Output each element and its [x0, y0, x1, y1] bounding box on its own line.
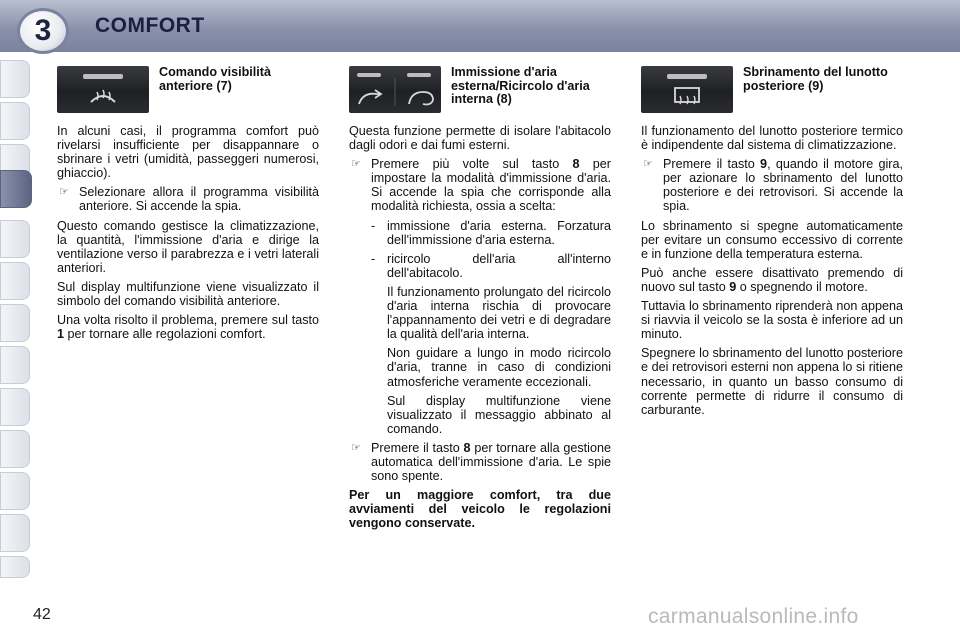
page-number: 42 [33, 606, 51, 623]
instruction-item [349, 441, 611, 483]
instruction-item [349, 157, 611, 213]
option-item [349, 252, 611, 280]
option-text: ricircolo dell'aria all'interno dell'abitacolo. [387, 251, 611, 280]
text: per impostare la modalità d'immissione d'aria. Si accende la spia che corrisponde alla modalità richiesta, ossia a scelta: [371, 157, 611, 214]
paragraph [57, 313, 319, 341]
text: per tornare alla gestione automatica dell'immissione d'aria. Le spie sono spente. [371, 440, 611, 484]
paragraph: Non guidare a lungo in modo ricircolo d'aria, tranne in caso di condizioni atmosferiche veramente eccezionali. [387, 346, 611, 389]
paragraph: Questa funzione permette di isolare l'abitacolo dagli odori e dai fumi esterni. [349, 124, 611, 153]
instruction-item [641, 157, 903, 213]
chapter-tab-9[interactable] [0, 388, 30, 426]
option-text: immissione d'aria esterna. Forzatura dell'immissione d'aria esterna. [387, 218, 611, 247]
chapter-tab-6[interactable] [0, 262, 30, 300]
instruction-text: Selezionare allora il programma visibilità anteriore. Si accende la spia. [79, 185, 319, 214]
paragraph: In alcuni casi, il programma comfort può rivelarsi insufficiente per disappannare o sbrinare i vetri (umidità, passeggeri numerosi, ghiaccio). [57, 124, 319, 181]
chapter-number-badge: 3 [17, 8, 69, 54]
text: o spegnendo il motore. [736, 279, 868, 294]
chapter-tab-8[interactable] [0, 346, 30, 384]
button-number: 8 [463, 440, 471, 455]
paragraph: Il funzionamento del lunotto posteriore termico è indipendente dal sistema di climatizzazione. [641, 124, 903, 153]
chapter-tab-13[interactable] [0, 556, 30, 578]
chapter-title: COMFORT [95, 14, 205, 37]
paragraph: Sul display multifunzione viene visualizzato il simbolo del comando visibilità anteriore. [57, 279, 319, 309]
air-intake-title: Immissione d'aria esterna/Ricircolo d'aria interna (8) [451, 65, 590, 107]
text: Una volta risolto il problema, premere sul tasto [57, 313, 319, 328]
chapter-tab-5[interactable] [0, 220, 30, 258]
chapter-tab-1[interactable] [0, 60, 30, 98]
dash-marker: - [371, 251, 376, 266]
front-defrost-icon [57, 66, 149, 113]
bold-note: Per un maggiore comfort, tra due avviamenti del veicolo le regolazioni vengono conservate. [349, 488, 611, 531]
button-number: 9 [729, 279, 737, 294]
chapter-header [0, 0, 960, 52]
text: per tornare alle regolazioni comfort. [64, 327, 266, 342]
button-number: 9 [760, 157, 768, 172]
front-defrost-button-photo [57, 66, 149, 113]
instruction-item [57, 185, 319, 213]
chapter-tab-2[interactable] [0, 102, 30, 140]
paragraph: Il funzionamento prolungato del ricircolo d'aria interna rischia di provocare l'appannamento dei vetri e di degradare la qualità dell'aria interna. [387, 284, 611, 342]
text: Premere il tasto [663, 157, 761, 172]
pointing-hand-icon: ☞ [351, 158, 361, 171]
chapter-tab-12[interactable] [0, 514, 30, 552]
chapter-tab-11[interactable] [0, 472, 30, 510]
chapter-tab-7[interactable] [0, 304, 30, 342]
option-item [349, 219, 611, 247]
paragraph: Lo sbrinamento si spegne automaticamente per evitare un consumo eccessivo di corrente e in funzione della temperatura esterna. [641, 218, 903, 261]
dash-marker: - [371, 218, 376, 233]
button-number: 8 [572, 157, 580, 172]
air-intake-section [349, 66, 611, 535]
chapter-tab-10[interactable] [0, 430, 30, 468]
rear-defrost-button-photo [641, 66, 733, 113]
chapter-tab-current[interactable] [0, 170, 32, 208]
paragraph: Spegnere lo sbrinamento del lunotto posteriore e dei retrovisori esterni non appena lo si ritiene necessario, in quanto un basso consumo di corrente permette di ridurre il consumo di carburante. [641, 346, 903, 417]
pointing-hand-icon: ☞ [351, 441, 361, 454]
pointing-hand-icon: ☞ [59, 186, 69, 199]
pointing-hand-icon: ☞ [643, 158, 653, 171]
paragraph: Tuttavia lo sbrinamento riprenderà non appena si riavvia il veicolo se la sosta è inferiore ad un minuto. [641, 299, 903, 342]
watermark: carmanualsonline.info [648, 605, 859, 628]
text: Premere il tasto [371, 440, 464, 455]
front-visibility-section [57, 66, 319, 346]
air-intake-button-photo [349, 66, 441, 113]
text: Premere più volte sul tasto [371, 157, 573, 172]
button-number: 1 [57, 327, 65, 342]
rear-defrost-title: Sbrinamento del lunotto posteriore (9) [743, 65, 888, 93]
chapter-tabs [0, 60, 32, 580]
text: , quando il motore gira, per azionare lo sbrinamento del lunotto posteriore e dei retrovisori. Si accende la spia. [663, 157, 904, 214]
air-recirculation-icon [349, 66, 441, 113]
rear-defrost-icon [641, 66, 733, 113]
text: Può anche essere disattivato premendo di nuovo sul tasto [641, 265, 903, 294]
paragraph: Questo comando gestisce la climatizzazione, la quantità, l'immissione d'aria e dirige la ventilazione verso il parabrezza e i vetri laterali anteriori. [57, 218, 319, 275]
front-visibility-title: Comando visibilità anteriore (7) [159, 65, 271, 93]
rear-defrost-section [641, 66, 903, 422]
paragraph [641, 266, 903, 294]
paragraph: Sul display multifunzione viene visualizzato il messaggio abbinato al comando. [387, 393, 611, 436]
